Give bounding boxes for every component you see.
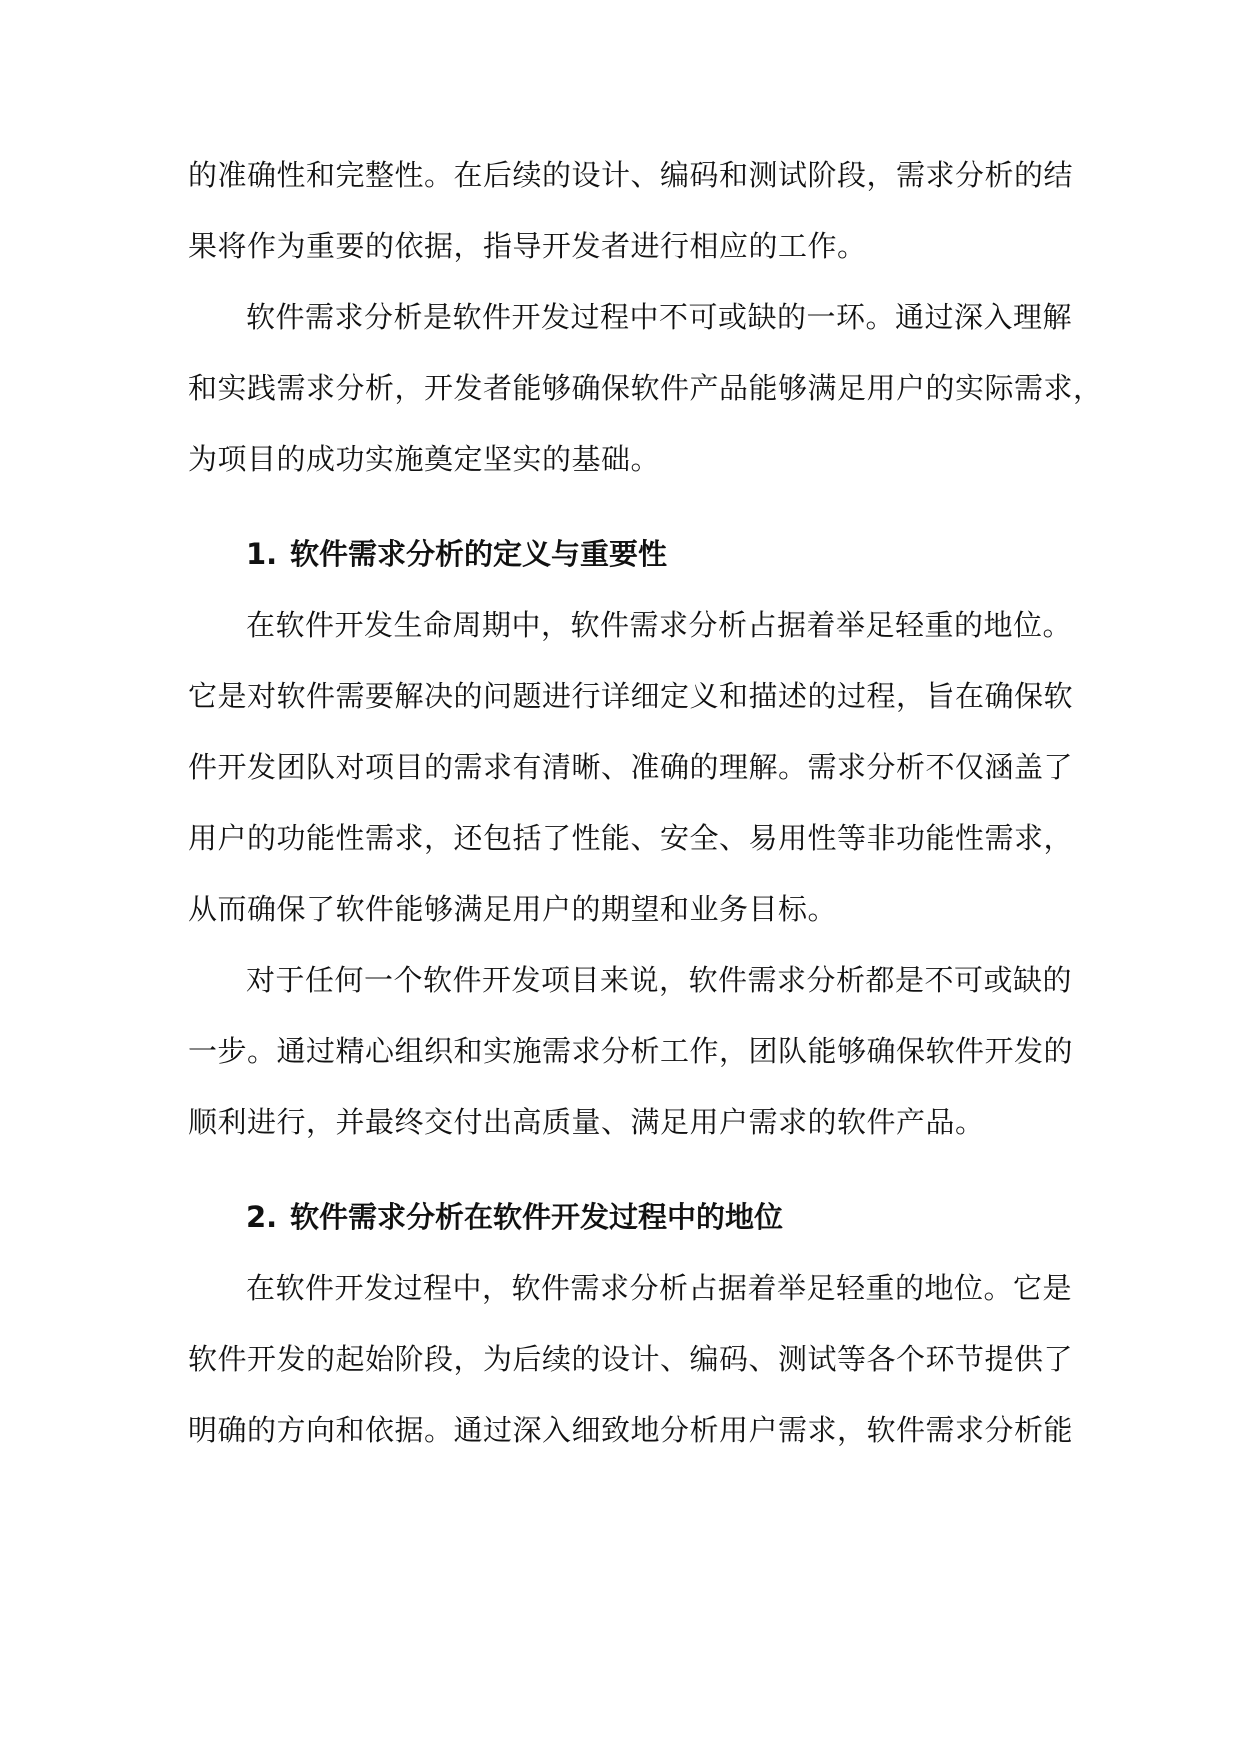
section-title: 软件需求分析在软件开发过程中的地位 bbox=[290, 1200, 784, 1234]
section-number: 1. bbox=[246, 537, 278, 571]
text-line: 和实践需求分析，开发者能够确保软件产品能够满足用户的实际需求， bbox=[188, 371, 1103, 405]
text-line: 对于任何一个软件开发项目来说，软件需求分析都是不可或缺的 bbox=[246, 963, 1073, 997]
text-line: 软件开发的起始阶段，为后续的设计、编码、测试等各个环节提供了 bbox=[188, 1342, 1074, 1376]
text-line: 的准确性和完整性。在后续的设计、编码和测试阶段，需求分析的结 bbox=[188, 158, 1074, 192]
text-line: 果将作为重要的依据，指导开发者进行相应的工作。 bbox=[188, 229, 867, 263]
paragraph bbox=[188, 590, 1074, 945]
section-number: 2. bbox=[246, 1200, 278, 1234]
text-line: 它是对软件需要解决的问题进行详细定义和描述的过程，旨在确保软 bbox=[188, 679, 1074, 713]
section-heading bbox=[188, 1182, 1056, 1253]
text-line: 一步。通过精心组织和实施需求分析工作，团队能够确保软件开发的 bbox=[188, 1034, 1074, 1068]
text-line: 在软件开发生命周期中，软件需求分析占据着举足轻重的地位。 bbox=[246, 608, 1073, 642]
text-line: 在软件开发过程中，软件需求分析占据着举足轻重的地位。它是 bbox=[246, 1271, 1073, 1305]
text-line: 从而确保了软件能够满足用户的期望和业务目标。 bbox=[188, 892, 838, 926]
paragraph bbox=[188, 282, 1103, 495]
paragraph bbox=[188, 1253, 1074, 1466]
text-line: 为项目的成功实施奠定坚实的基础。 bbox=[188, 442, 661, 476]
text-line: 顺利进行，并最终交付出高质量、满足用户需求的软件产品。 bbox=[188, 1105, 985, 1139]
document-body bbox=[188, 140, 1103, 1466]
paragraph bbox=[188, 140, 1074, 282]
section-heading bbox=[188, 519, 1056, 590]
text-line: 用户的功能性需求，还包括了性能、安全、易用性等非功能性需求， bbox=[188, 821, 1074, 855]
text-line: 件开发团队对项目的需求有清晰、准确的理解。需求分析不仅涵盖了 bbox=[188, 750, 1074, 784]
paragraph bbox=[188, 945, 1074, 1158]
section-title: 软件需求分析的定义与重要性 bbox=[290, 537, 668, 571]
text-line: 软件需求分析是软件开发过程中不可或缺的一环。通过深入理解 bbox=[246, 300, 1073, 334]
text-line: 明确的方向和依据。通过深入细致地分析用户需求，软件需求分析能 bbox=[188, 1413, 1074, 1447]
